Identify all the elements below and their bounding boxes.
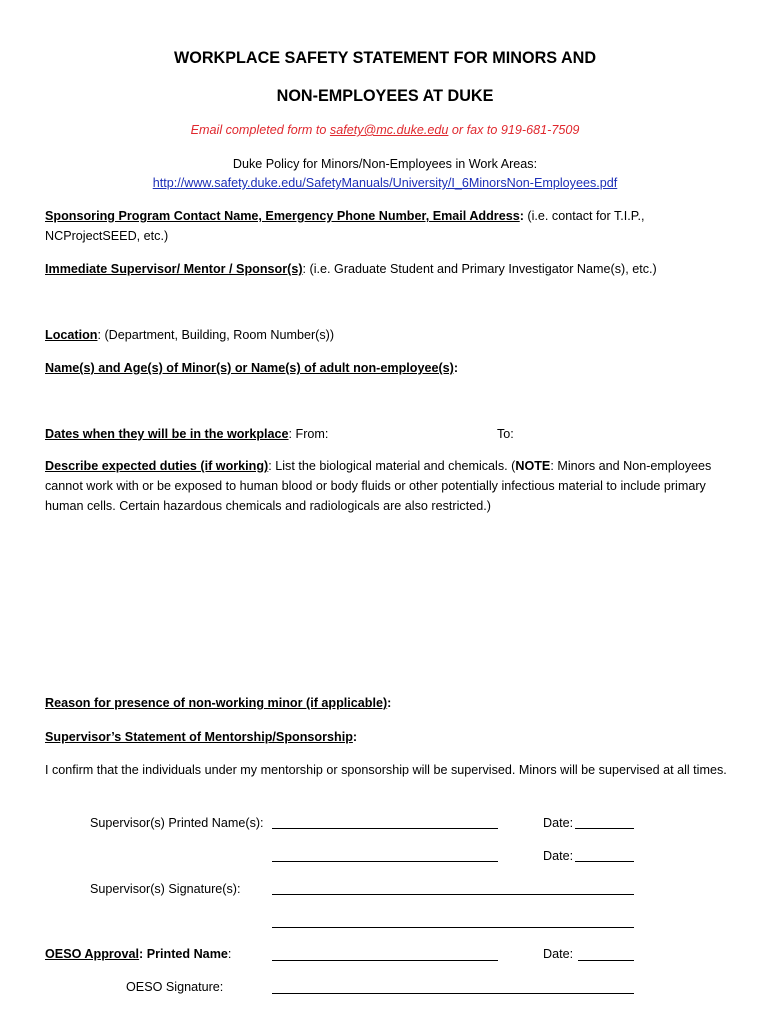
reason-label: Reason for presence of non-working minor (if applicable) — [45, 696, 388, 710]
page-title-line-2: NON-EMPLOYEES AT DUKE — [276, 87, 494, 105]
dates-to-label: To: — [497, 427, 514, 441]
supervisor-printed-name-line-1[interactable] — [272, 828, 498, 829]
date-line-3[interactable] — [578, 960, 634, 961]
immediate-supervisor-label: Immediate Supervisor/ Mentor / Sponsor(s) — [45, 262, 303, 276]
oeso-signature-line[interactable] — [272, 993, 634, 994]
names-ages-field — [45, 358, 458, 378]
policy-link[interactable]: http://www.safety.duke.edu/SafetyManuals/University/I_6MinorsNon-Employees.pdf — [152, 176, 618, 190]
location-label: Location — [45, 328, 98, 342]
supervisor-signature-line-1[interactable] — [272, 894, 634, 895]
duties-note: NOTE — [515, 459, 551, 473]
reason-field — [45, 693, 391, 713]
location-field — [45, 325, 334, 345]
duties-text-2: : Minors and Non-employees cannot work with or be exposed to human blood or body fluids or other potentially infectious material to include primary human cells. Certain hazardous chemicals and radiologicals are also restricted.) — [45, 459, 712, 513]
dates-field — [45, 424, 328, 444]
oeso-printed-name-line[interactable] — [272, 960, 498, 961]
oeso-approval-label: OESO Approval — [45, 947, 140, 961]
oeso-approval-field — [45, 944, 231, 964]
names-ages-label: Name(s) and Age(s) of Minor(s) or Name(s) of adult non-employee(s) — [45, 361, 454, 375]
date-label-1: Date: — [543, 816, 574, 830]
supervisor-printed-name-label: Supervisor(s) Printed Name(s): — [90, 816, 264, 830]
supervisor-printed-name-line-2[interactable] — [272, 861, 498, 862]
policy-heading: Duke Policy for Minors/Non-Employees in Work Areas: — [232, 157, 538, 171]
email-link[interactable]: safety@mc.duke.edu — [329, 123, 449, 137]
statement-text: I confirm that the individuals under my mentorship or sponsorship will be supervised. Minors will be supervised at all times. — [45, 763, 727, 777]
date-label-3: Date: — [543, 947, 574, 961]
duties-label: Describe expected duties (if working) — [45, 459, 269, 473]
sponsoring-contact-label: Sponsoring Program Contact Name, Emergency Phone Number, Email Address — [45, 209, 520, 223]
duties-field — [45, 456, 735, 516]
date-line-2[interactable] — [575, 861, 634, 862]
email-suffix: or fax to 919-681-7509 — [448, 123, 580, 137]
oeso-printed-name-label: : Printed Name — [139, 947, 228, 961]
duties-text-1: : List the biological material and chemicals. ( — [268, 459, 516, 473]
names-ages-colon: : — [453, 361, 459, 375]
email-instructions — [0, 120, 770, 140]
date-line-1[interactable] — [575, 828, 634, 829]
date-label-2: Date: — [543, 849, 574, 863]
reason-colon: : — [387, 696, 392, 710]
sponsoring-contact-hint: (i.e. contact for T.I.P., NCProjectSEED, etc.) — [45, 209, 645, 243]
dates-label: Dates when they will be in the workplace — [45, 427, 289, 441]
page-title-line-1: WORKPLACE SAFETY STATEMENT FOR MINORS AND — [173, 49, 597, 67]
statement-label: Supervisor’s Statement of Mentorship/Sponsorship — [45, 730, 353, 744]
supervisor-signature-line-2[interactable] — [272, 927, 634, 928]
statement-heading — [45, 727, 357, 747]
statement-colon: : — [352, 730, 358, 744]
location-hint: : (Department, Building, Room Number(s)) — [97, 328, 335, 342]
oeso-printed-name-colon: : — [227, 947, 232, 961]
sponsoring-contact-field — [45, 206, 735, 246]
email-prefix: Email completed form to — [190, 123, 330, 137]
dates-from-label: : From: — [288, 427, 329, 441]
oeso-signature-label: OESO Signature: — [126, 980, 224, 994]
immediate-supervisor-hint: : (i.e. Graduate Student and Primary Investigator Name(s), etc.) — [302, 262, 657, 276]
sponsoring-contact-colon: : — [519, 209, 524, 223]
supervisor-signature-label: Supervisor(s) Signature(s): — [90, 882, 241, 896]
immediate-supervisor-field — [45, 259, 657, 279]
